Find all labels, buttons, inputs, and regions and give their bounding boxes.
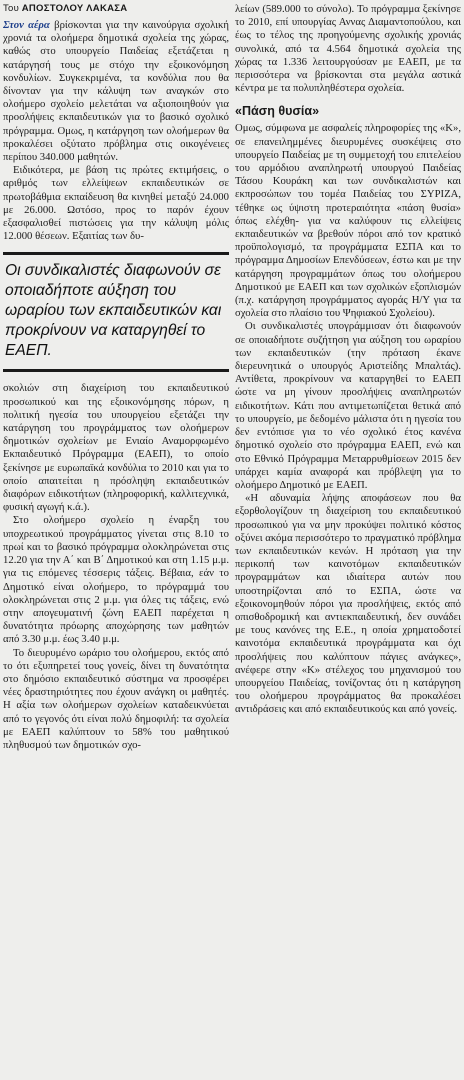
- article-paragraph: λείων (589.000 το σύνολο). Το πρόγραμμα ξεκίνησε το 2010, επί υπουργίας Αννας Διαμαντοπούλου, και έως το τέλος της προηγούμενης σχολικής χρονιάς συνολικά, από τα 4.564 δημοτικά σχολεία της χώρας τα 1.336 λειτουργούσαν με ΕΑΕΠ, με τα περισσότερα να βρίσκονται στα μεγάλα αστικά κέντρα με τα πολυπληθέστερα σχολεία.: [235, 3, 461, 95]
- article-paragraph: Ειδικότερα, με βάση τις πρώτες εκτιμήσεις, ο αριθμός των ελλείψεων εκπαιδευτικών σε πρωτοβάθμια εκπαίδευση θα κινηθεί μεταξύ 24.000 με 26.000. Ωστόσο, προς το παρόν έχουν εξασφαλισθεί πιστώσεις για την κάλυψη μόλις 12.000 θέσεων. Εξαιτίας των δυ-: [3, 164, 229, 243]
- article-paragraph: σκολιών στη διαχείριση του εκπαιδευτικού προσωπικού και της εξοικονόμησης πόρων, η πολιτική ηγεσία του υπουργείου εξετάζει την κατάργηση του προγράμματος των ολοήμερων δημοτικών σχολείων με Ενιαίο Αναμορφωμένο Εκπαιδευτικό Πρόγραμμα (ΕΑΕΠ), το οποίο ξεκίνησε με ευρωπαϊκά κονδύλια το 2010 και για το οποίο απαιτείται η πρόσληψη εκπαιδευτικών διαφόρων ειδικοτήτων (πληροφορική, καλλιτεχνικά, φυσική αγωγή κ.ά.).: [3, 382, 229, 514]
- lead-words: Στον αέρα: [3, 19, 50, 31]
- column-right: [235, 3, 461, 1080]
- article-paragraph: Ομως, σύμφωνα με ασφαλείς πληροφορίες της «Κ», σε επανειλημμένες διευρυμένες συσκέψεις στο υπουργείο Παιδείας με τη συμμετοχή του επιτελείου του αρμόδιου αναπληρωτή υπουργού Παιδείας Τάσου Κουράκη και των συνδικαλιστών και εκπροσώπων του τομέα Παιδείας του ΣΥΡΙΖΑ, τέθηκε ως ύψιστη προτεραιότητα «πάση θυσία» όπως ελέχθη- για να καλύφουν τις ελλείψεις εκπαιδευτικών να βρεθούν πόροι από τον κρατικό προϋπολογισμό, τα προγράμματα ΕΣΠΑ και το πρόγραμμα Δημοσίων Επενδύσεων, έστω και με την κατάργηση προγραμμάτων όπως του ολοήμερου Δημοτικού με ΕΑΕΠ και των σχολικών εξοπλισμών (π.χ. κατάργηση προγράμματος αγοράς Η/Υ για τα σχολεία στο πλαίσιο του Ψηφιακού Σχολείου).: [235, 122, 461, 320]
- paragraph-text: βρίσκονται για την καινούργια σχολική χρονιά τα ολοήμερα δημοτικά σχολεία της χώρας, καθώς στο υπουργείο Παιδείας εξετάζεται η κατάργησή τους με στόχο την εξοικονόμηση κονδυλίων. Συγκεκριμένα, τα κονδύλια που θα δίνονταν για την κάλυψη των αναγκών στο ολοήμερο σχολείο μελετάται να αξιοποιηθούν για προσλήψεις εκπαιδευτικών για το βασικό σχολικό πρόγραμμα. Ομως, η κατάργηση των ολοήμερων θα προκαλέσει οξύτατο πρόβλημα στις οικογένειες περίπου 340.000 μαθητών.: [3, 19, 229, 164]
- article-paragraph: «Η αδυναμία λήψης αποφάσεων που θα εξορθολογίζουν τη διαχείριση του εκπαιδευτικού προσωπικού για να μην προκύψει πολιτικό κόστος οξύνει ακόμα περισσότερο το πραγματικό πρόβλημα των εκπαιδευτικών κενών. Η πρόταση για την περικοπή των καινοτόμων εκπαιδευτικών προγραμμάτων και ιδιαίτερα αυτών που υποστηρίζονται από το ΕΣΠΑ, ώστε να εξοικονομηθούν πόροι για προσλήψεις, εκτός από οπισθοδρομική και αντιεκπαιδευτική, δεν συνάδει με τους κανόνες της Ε.Ε., η οποία χρηματοδοτεί καινοτόμα εκπαιδευτικά προγράμματα και όχι προσλήψεις που καλύπτουν πάγιες ανάγκες», ανέφερε στην «Κ» στέλεχος του μηχανισμού του υπουργείου Παιδείας, τονίζοντας ότι η κατάργηση του ολοήμερου προγράμματος θα προκαλέσει αντιδράσεις και από εκπαιδευτικούς και από γονείς.: [235, 492, 461, 716]
- pull-quote-text: Οι συνδικαλιστές διαφωνούν σε οποιαδήποτε αύξηση του ωραρίου των εκπαιδευτικών και προκρίνουν να καταργηθεί το ΕΑΕΠ.: [5, 262, 222, 360]
- byline-prefix: Του: [3, 3, 20, 14]
- article-paragraph: [3, 19, 229, 164]
- pull-quote: [3, 252, 229, 372]
- article-paragraph: Στο ολοήμερο σχολείο η έναρξη του υποχρεωτικού προγράμματος γίνεται στις 8.10 το πρωί και το βασικό πρόγραμμα ολοκληρώνεται στις 12.20 για την Α΄ και Β΄ Δημοτικού και στη 1.15 μ.μ. για τις επόμενες τέσσερις τάξεις. Βέβαια, εάν το Δημοτικό είναι ολοήμερο, το πρόγραμμά του ολοκληρώνεται στις 2 μ.μ. για όλες τις τάξεις, ενώ στην απογευματινή ζώνη ΕΑΕΠ παρέχεται η δυνατότητα πρόωρης αποχώρησης των μαθητών από 3.30 μ.μ. έως 3.40 μ.μ.: [3, 514, 229, 646]
- article-paragraph: Το διευρυμένο ωράριο του ολοήμερου, εκτός από το ότι εξυπηρετεί τους γονείς, δίνει τη δυνατότητα στο δημόσιο εκπαιδευτικό σύστημα να προσφέρει νέες δραστηριότητες που έχουν ανάγκη οι μαθητές. Η αξία των ολοήμερων σχολείων καταδεικνύεται από το γεγονός ότι είναι πολύ δημοφιλή: τα σχολεία με ΕΑΕΠ καλύπτουν το 58% του μαθητικού πληθυσμού των δημοτικών σχο-: [3, 646, 229, 751]
- byline: [3, 3, 229, 14]
- article-paragraph: Οι συνδικαλιστές υπογράμμισαν ότι διαφωνούν σε οποιαδήποτε συζήτηση για αύξηση του ωραρίου των εκπαιδευτικών (την πρόταση έκανε διερευνητικά ο υπουργός Αριστείδης Μπαλτάς). Αντίθετα, προκρίνουν να καταργηθεί το ΕΑΕΠ ώστε να μη γίνουν προσλήψεις αναπληρωτών ειδικοτήτων. Κάτι που αντιμετωπίζεται θετικά από το υπουργείο, με δεδομένο μάλιστα ότι η ηγεσία του δεν εντόπισε για το νέο σχολικό έτος κανένα δημοτικό σχολείο στο πρόγραμμα ΕΑΕΠ, ενώ και στο Εθνικό Πρόγραμμα Μεταρρυθμίσεων 2015 δεν υπάρχει καμία αναφορά και πρόβλεψη για το ολοήμερο Δημοτικό με ΕΑΕΠ.: [235, 320, 461, 491]
- column-left: [3, 3, 229, 1080]
- byline-author: ΑΠΟΣΤΟΛΟΥ ΛΑΚΑΣΑ: [21, 3, 128, 14]
- section-subhead: «Πάση θυσία»: [235, 104, 320, 119]
